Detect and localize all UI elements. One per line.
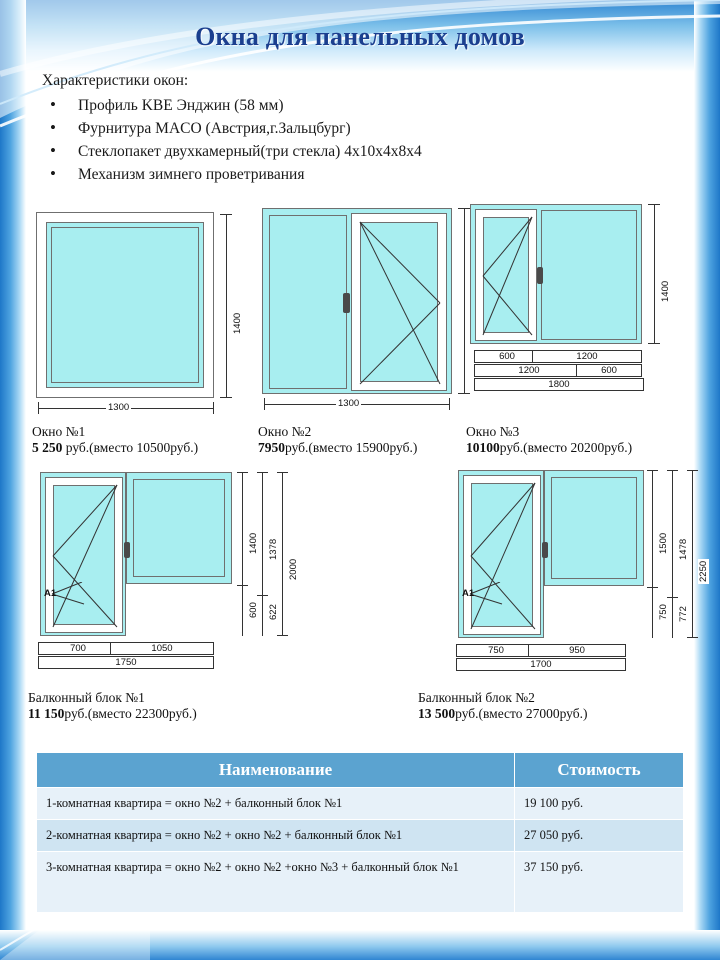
window-frame [36,212,214,398]
dimension-tick [647,470,658,471]
figure-window-1 [36,212,243,413]
figure-price: 7950 [258,440,285,455]
table-cell-name: 1-комнатная квартира = окно №2 + балконный блок №1 [37,788,515,820]
marker-label-a1: A1 [462,588,475,599]
dimension-label-h2: 1378 [268,538,279,560]
dimension-label-h5: 622 [268,604,279,620]
dimension-line-vertical [672,598,673,638]
dimension-label-right-top: 1200 [532,350,642,363]
dimension-label-w1: 700 [38,642,118,655]
characteristics-item: • Фурнитура MACO (Австрия,г.Зальцбург) [42,117,662,140]
dimension-tick [38,402,39,414]
window-sash-openable [351,213,447,391]
window-handle-icon [343,293,350,313]
price-table [36,752,684,913]
characteristics-list [42,94,662,186]
figure-price-note: руб.(вместо 22300руб.) [64,706,197,721]
window-handle-icon [537,267,543,284]
dimension-tick [237,472,248,473]
dimension-line-vertical [654,204,655,344]
figure-name: Окно №1 [32,424,86,439]
dimension-line-vertical [464,208,465,394]
dimension-label-w2: 950 [528,644,626,657]
table-cell-price: 27 050 руб. [515,820,684,852]
figure-price-note: руб.(вместо 20200руб.) [499,440,633,455]
dimension-label-height: 1400 [660,280,671,302]
caption-window-1 [32,424,242,456]
table-header-name: Наименование [37,753,515,788]
table-cell-name: 2-комнатная квартира = окно №2 + окно №2 + балконный блок №1 [37,820,515,852]
dimension-label-width: 1300 [338,398,360,409]
table-row [37,820,684,852]
window-frame [544,470,644,586]
dimension-label-left-bottom: 1200 [474,364,584,377]
window-handle-icon [542,542,548,558]
characteristics-item: • Механизм зимнего проветривания [42,163,662,186]
dimension-label-h5: 772 [678,606,689,622]
figure-balcony-block-1 [34,470,299,680]
dimension-tick [458,393,470,394]
left-border-gradient [0,0,26,960]
caption-window-3 [466,424,686,456]
window-handle-icon [124,542,130,558]
figure-name: Балконный блок №1 [28,690,145,705]
window-glass [551,477,637,579]
figure-price: 5 250 [32,440,66,455]
dimension-label-height: 1400 [232,312,243,334]
window-glass-fixed [269,215,347,389]
dimension-tick [449,398,450,410]
dimension-tick [257,472,268,473]
dimension-line-vertical [262,596,263,636]
dimension-line-vertical [262,472,263,596]
dimension-tick [648,343,660,344]
caption-window-2 [258,424,468,456]
window-frame [126,472,232,584]
figure-price: 13 500 [418,706,456,721]
table-header-price: Стоимость [515,753,684,788]
characteristics-item: • Стеклопакет двухкамерный(три стекла) 4х10х4х8х4 [42,140,662,163]
dimension-tick [667,470,678,471]
figure-name: Окно №2 [258,424,312,439]
dimension-label-h1: 1500 [658,532,669,554]
marker-label-a1: A1 [44,588,57,599]
opening-direction-icon [476,210,538,342]
page-title: Окна для панельных домов [195,22,525,51]
dimension-label-right-bottom: 600 [576,364,642,377]
dimension-tick [687,637,698,638]
figure-price-note: руб.(вместо 27000руб.) [455,706,588,721]
dimension-label-left-top: 600 [474,350,540,363]
dimension-label-h2: 1478 [678,538,689,560]
dimension-tick [687,470,698,471]
dimension-line-vertical [242,472,243,586]
dimension-line-vertical [242,586,243,636]
dimension-tick [277,472,288,473]
dimension-label-h3: 2000 [288,558,299,580]
figure-balcony-block-2 [452,468,709,678]
characteristics-block [42,72,662,186]
figure-window-3 [470,204,680,404]
figure-window-2 [262,208,462,408]
dimension-label-total-width: 1700 [456,658,626,671]
figure-name: Балконный блок №2 [418,690,535,705]
dimension-tick [458,208,470,209]
dimension-label-h4: 750 [658,604,669,620]
dimension-label-total-width: 1800 [474,378,644,391]
dimension-line-vertical [652,470,653,588]
window-frame [470,204,642,344]
table-cell-name: 3-комнатная квартира = окно №2 + окно №2 +окно №3 + балконный блок №1 [37,852,515,913]
dimension-line-vertical [282,472,283,636]
dimension-tick [220,214,232,215]
figure-price: 10100 [466,440,500,455]
figure-price-note: руб.(вместо 10500руб.) [65,440,199,455]
window-frame [262,208,452,394]
window-glass-fixed [541,210,637,340]
dimension-line-vertical [226,214,227,398]
dimension-label-h3: 2250 [698,560,709,582]
dimension-line-vertical [692,470,693,638]
dimension-tick [220,397,232,398]
window-sash-openable [475,209,537,341]
dimension-tick [648,204,660,205]
table-header-row [37,753,684,788]
window-glass-inner [51,227,199,383]
dimension-tick [213,402,214,414]
characteristics-item: • Профиль KBE Энджин (58 мм) [42,94,662,117]
table-cell-price: 19 100 руб. [515,788,684,820]
caption-balcony-block-1 [28,690,288,722]
dimension-label-w1: 750 [456,644,536,657]
figure-name: Окно №3 [466,424,520,439]
caption-balcony-block-2 [418,690,678,722]
figure-price: 11 150 [28,706,65,721]
dimension-label-h1: 1400 [248,532,259,554]
figure-price-note: руб.(вместо 15900руб.) [285,440,418,455]
window-glass [133,479,225,577]
opening-direction-icon [352,214,448,392]
table-cell-price: 37 150 руб. [515,852,684,913]
dimension-tick [277,635,288,636]
dimension-label-total-width: 1750 [38,656,214,669]
table-row [37,852,684,913]
dimension-label-h4: 600 [248,602,259,618]
dimension-line-vertical [652,588,653,638]
dimension-label-width: 1300 [108,402,130,413]
dimension-line-vertical [672,470,673,598]
table-row [37,788,684,820]
dimension-tick [264,398,265,410]
dimension-label-w2: 1050 [110,642,214,655]
characteristics-lead: Характеристики окон: [42,72,189,89]
